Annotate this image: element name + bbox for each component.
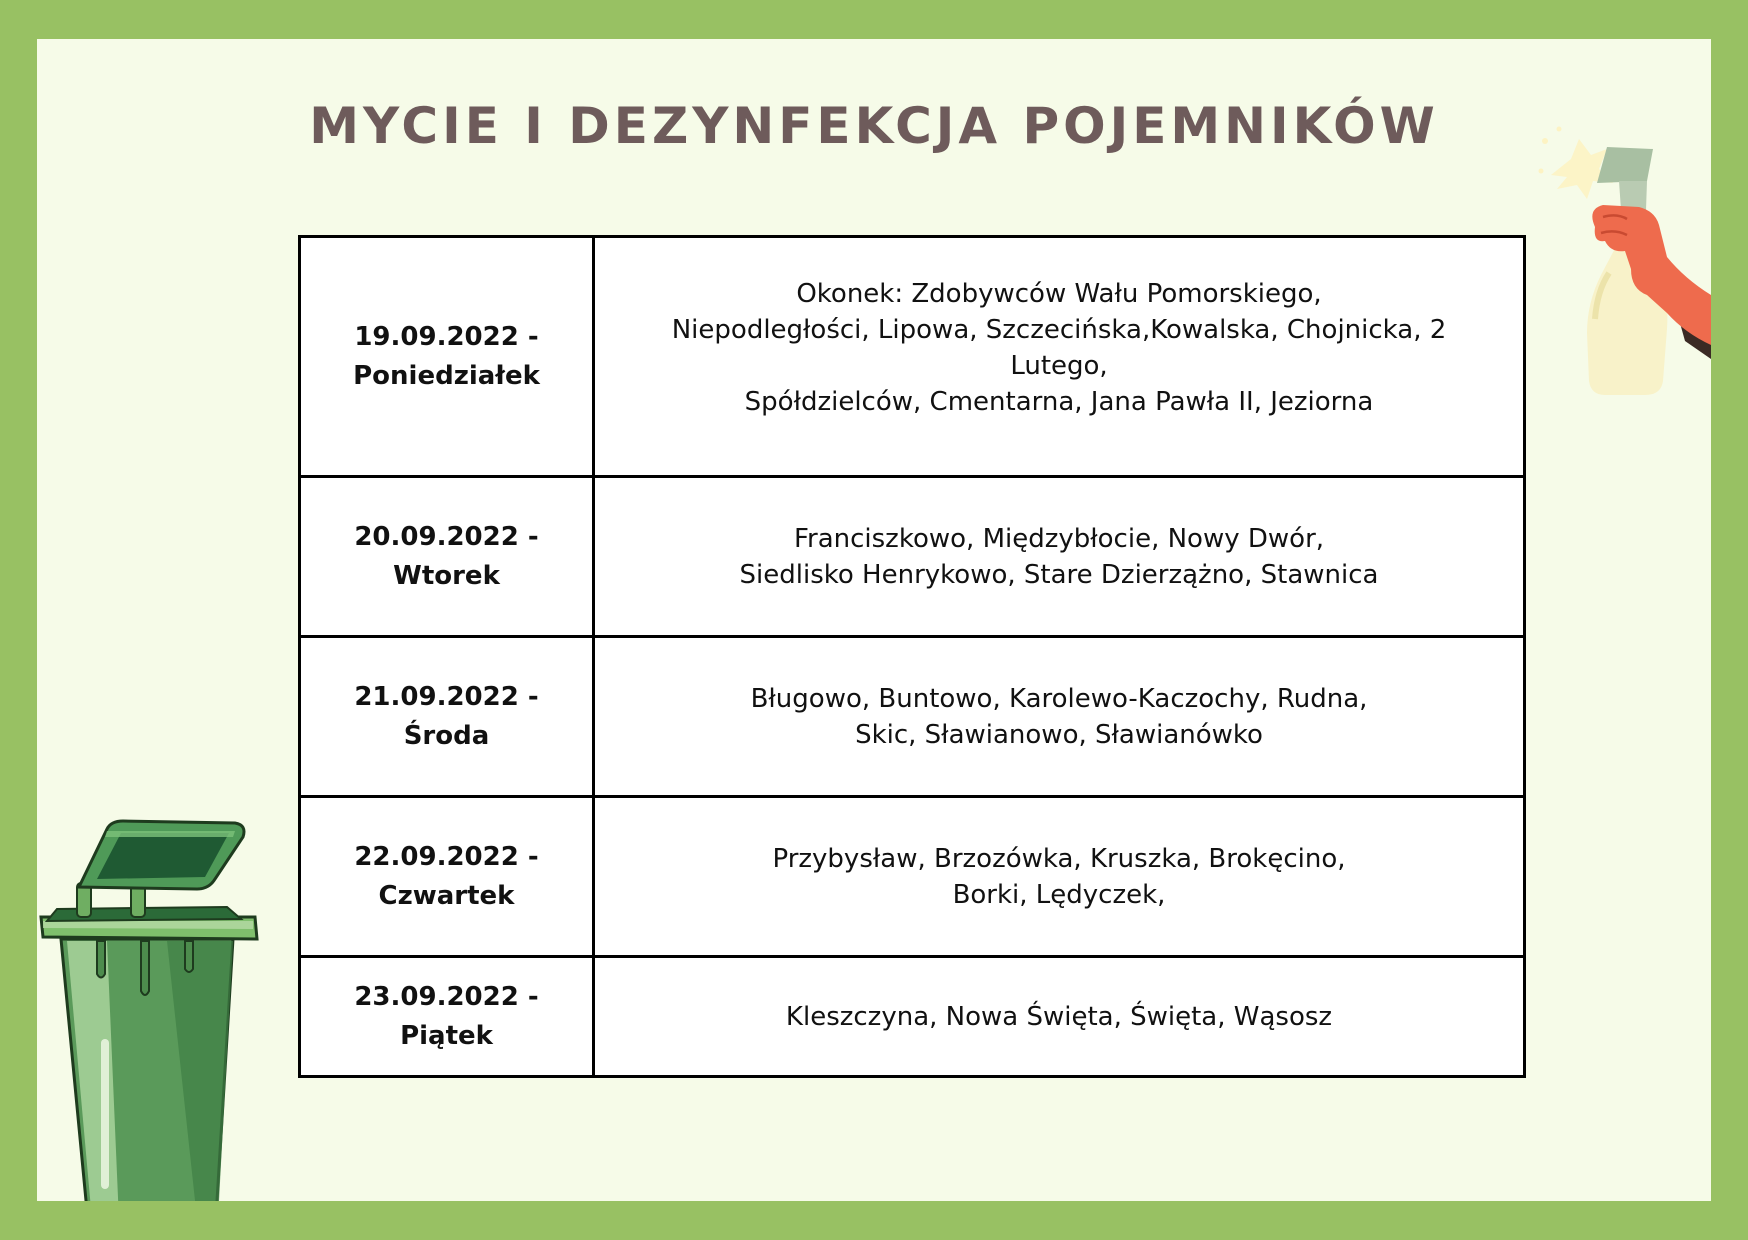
weekday-label: Piątek <box>400 1020 493 1051</box>
date-label: 23.09.2022 - <box>354 981 539 1012</box>
places-line: Skic, Sławianowo, Sławianówko <box>855 719 1263 750</box>
places-line: Borki, Lędyczek, <box>952 879 1166 910</box>
places-cell <box>594 957 1525 1077</box>
day-cell <box>300 957 594 1077</box>
poster-page <box>37 39 1711 1201</box>
places-line: Bługowo, Buntowo, Karolewo-Kaczochy, Rudna, <box>750 683 1368 714</box>
places-line: Niepodległości, Lipowa, Szczecińska,Kowalska, Chojnicka, 2 Lutego, <box>671 314 1447 381</box>
weekday-label: Poniedziałek <box>353 360 540 391</box>
table-row <box>300 957 1525 1077</box>
weekday-label: Środa <box>403 720 490 751</box>
table-row <box>300 637 1525 797</box>
places-line: Siedlisko Henrykowo, Stare Dzierzążno, Stawnica <box>739 559 1379 590</box>
table-row <box>300 477 1525 637</box>
places-line: Franciszkowo, Międzybłocie, Nowy Dwór, <box>793 523 1325 554</box>
places-cell <box>594 637 1525 797</box>
green-waste-bin-icon <box>37 809 267 1201</box>
date-label: 20.09.2022 - <box>354 521 539 552</box>
places-line: Okonek: Zdobywców Wału Pomorskiego, <box>796 278 1322 309</box>
places-line: Kleszczyna, Nowa Święta, Święta, Wąsosz <box>785 1001 1333 1032</box>
date-label: 19.09.2022 - <box>354 321 539 352</box>
weekday-label: Czwartek <box>378 880 515 911</box>
date-label: 21.09.2022 - <box>354 681 539 712</box>
page-title: MYCIE I DEZYNFEKCJA POJEMNIKÓW <box>309 97 1439 155</box>
date-label: 22.09.2022 - <box>354 841 539 872</box>
table-row <box>300 797 1525 957</box>
day-cell <box>300 477 594 637</box>
places-line: Przybysław, Brzozówka, Kruszka, Brokęcino, <box>772 843 1346 874</box>
spray-bottle-hand-icon <box>1535 119 1711 439</box>
table-row <box>300 237 1525 477</box>
weekday-label: Wtorek <box>393 560 500 591</box>
places-cell <box>594 797 1525 957</box>
schedule-table <box>298 235 1526 1078</box>
day-cell <box>300 237 594 477</box>
places-cell <box>594 237 1525 477</box>
places-cell <box>594 477 1525 637</box>
day-cell <box>300 637 594 797</box>
day-cell <box>300 797 594 957</box>
places-line: Spółdzielców, Cmentarna, Jana Pawła II, Jeziorna <box>744 386 1374 417</box>
